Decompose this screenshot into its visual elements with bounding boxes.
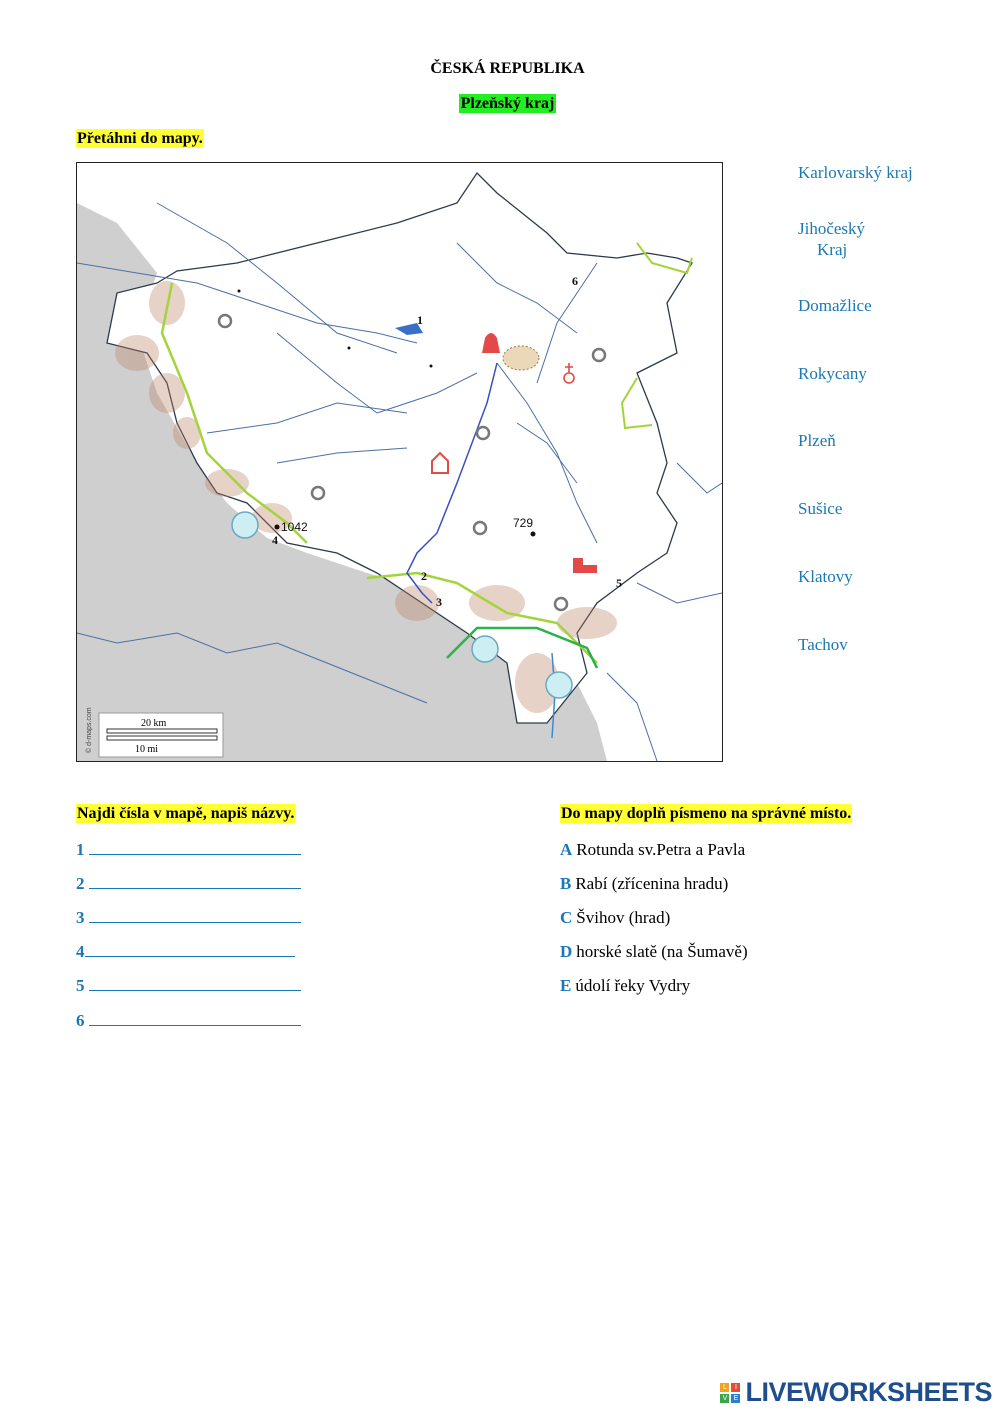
drag-label-rokycany[interactable]: Rokycany (798, 364, 867, 383)
drag-label-tachov[interactable]: Tachov (798, 635, 848, 654)
answer-number-3: 3 (76, 908, 85, 927)
place-letter-a[interactable]: A (560, 840, 573, 859)
liveworksheets-logo[interactable] (719, 1377, 992, 1408)
map-credit: © d-maps.com (86, 707, 93, 753)
answer-number-2: 2 (76, 874, 85, 893)
brand-name: LIVEWORKSHEETS (745, 1377, 992, 1407)
answer-number-6: 6 (76, 1011, 85, 1030)
place-item-c[interactable] (560, 908, 670, 928)
scale-mi: 10 mi (135, 744, 159, 755)
answer-row-1 (76, 840, 301, 860)
place-text-e: údolí řeky Vydry (575, 976, 691, 995)
place-item-d[interactable] (560, 942, 748, 962)
place-item-b[interactable] (560, 874, 728, 894)
drag-instruction: Přetáhni do mapy. (77, 130, 203, 147)
place-letter-b[interactable]: B (560, 874, 572, 893)
answer-input-4[interactable] (85, 942, 295, 957)
drag-label-karlovarsky[interactable]: Karlovarský kraj (798, 163, 913, 182)
elevation-729: 729 (513, 516, 534, 530)
answer-input-5[interactable] (89, 976, 301, 991)
logo-cube-l: L (720, 1383, 729, 1392)
place-letter-c[interactable]: C (560, 908, 573, 927)
drag-label-klatovy[interactable]: Klatovy (798, 567, 853, 586)
elevation-1042: 1042 (281, 520, 308, 534)
place-letter-e[interactable]: E (560, 976, 572, 995)
map-label-2[interactable]: 2 (421, 569, 427, 583)
answer-row-5 (76, 976, 301, 996)
region-subtitle: Plzeňský kraj (460, 95, 555, 112)
logo-cubes-icon (719, 1382, 741, 1404)
place-letter-d[interactable]: D (560, 942, 573, 961)
place-text-a: Rotunda sv.Petra a Pavla (576, 840, 746, 859)
scale-km: 20 km (141, 718, 167, 729)
drag-label-susice[interactable]: Sušice (798, 499, 843, 518)
region-map[interactable] (76, 162, 723, 762)
drag-label-plzen[interactable]: Plzeň (798, 431, 836, 450)
map-label-4[interactable]: 4 (272, 533, 278, 547)
place-item-a[interactable] (560, 840, 745, 860)
drag-label-domazlice[interactable]: Domažlice (798, 296, 872, 315)
logo-cube-e: E (731, 1394, 740, 1403)
logo-cube-i: I (731, 1383, 740, 1392)
numbers-instruction: Najdi čísla v mapě, napiš názvy. (77, 805, 295, 822)
answer-number-5: 5 (76, 976, 85, 995)
answer-row-4 (76, 942, 295, 962)
answer-input-3[interactable] (89, 908, 301, 923)
places-instruction: Do mapy doplň písmeno na správné místo. (561, 805, 852, 822)
plzen-city-area (503, 346, 539, 370)
logo-cube-v: V (720, 1394, 729, 1403)
answer-number-4: 4 (76, 942, 85, 961)
map-label-6[interactable]: 6 (572, 274, 578, 288)
scale-bar (99, 713, 223, 757)
drag-label-jihocesky[interactable]: Jihočeský (798, 219, 866, 238)
answer-row-6 (76, 1011, 301, 1031)
page-title: ČESKÁ REPUBLIKA (430, 60, 585, 77)
place-text-d: horské slatě (na Šumavě) (576, 942, 748, 961)
place-text-b: Rabí (zřícenina hradu) (575, 874, 729, 893)
answer-input-1[interactable] (89, 840, 301, 855)
map-canvas[interactable] (77, 163, 722, 761)
answer-row-3 (76, 908, 301, 928)
map-label-1[interactable]: 1 (417, 313, 423, 327)
map-label-5[interactable]: 5 (616, 576, 622, 590)
answer-row-2 (76, 874, 301, 894)
place-text-c: Švihov (hrad) (576, 908, 671, 927)
answer-input-2[interactable] (89, 874, 301, 889)
answer-number-1: 1 (76, 840, 85, 859)
place-item-e[interactable] (560, 976, 690, 996)
answer-input-6[interactable] (89, 1011, 301, 1026)
drag-label-kraj[interactable]: Kraj (817, 240, 848, 259)
map-label-3[interactable]: 3 (436, 595, 442, 609)
